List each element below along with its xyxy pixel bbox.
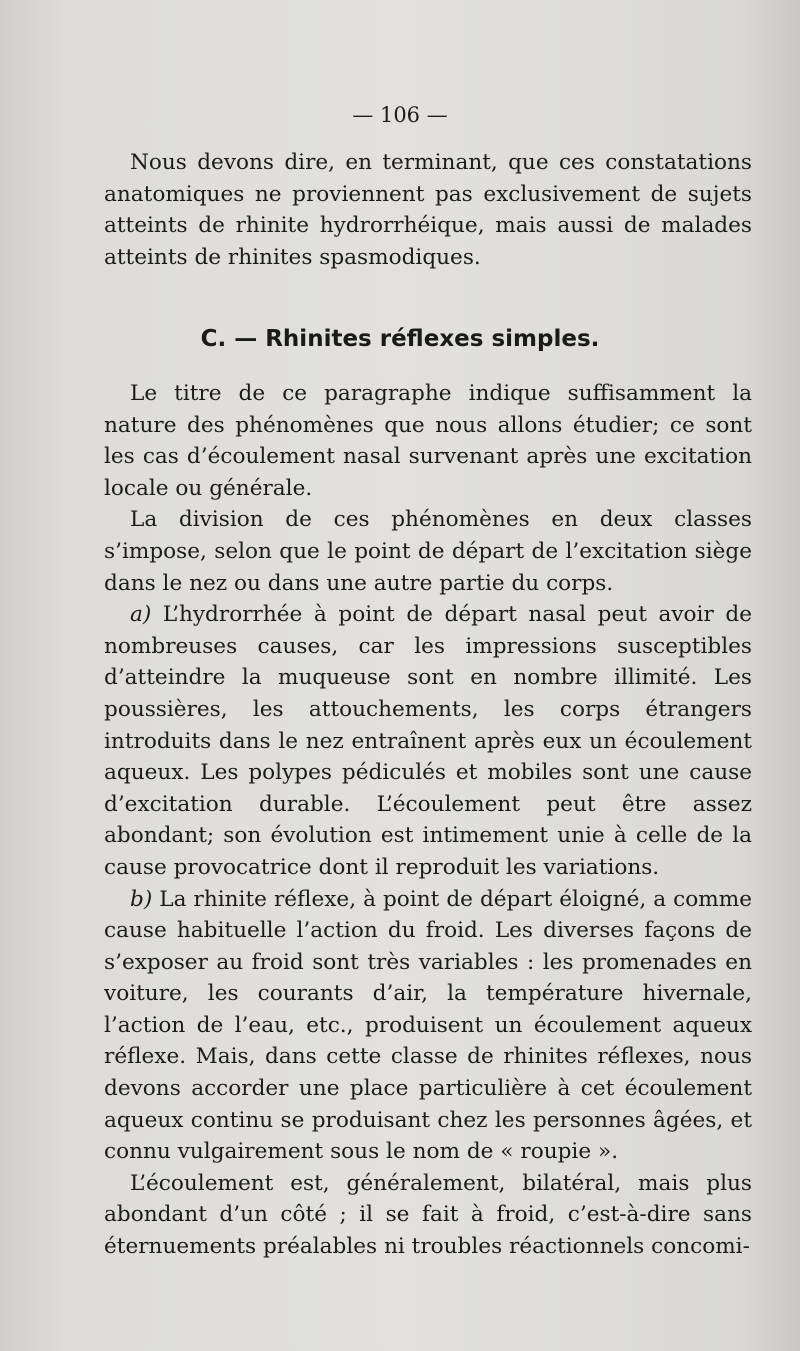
- item-b-text: La rhinite réflexe, à point de départ éloigné, a comme cause habituelle l’action du froid. Les diverses façons de s’exposer au froid sont très variables : les promenades en voiture, les courants d’air, la température hivernale, l’action de l’eau, etc., produisent un écoulement aqueux réflexe. Mais, dans cette classe de rhinites réflexes, nous devons accorder une place particulière à cet écoulement aqueux continu se produisant chez les personnes âgées, et connu vulgairement sous le nom de « roupie ».: [104, 886, 752, 1165]
- paragraph-item-a: [104, 599, 752, 883]
- intro-paragraph: Nous devons dire, en terminant, que ces constatations anatomiques ne proviennent pas exclusivement de sujets atteints de rhinite hydrorrhéique, mais aussi de malades atteints de rhinites spasmodiques.: [104, 150, 752, 270]
- intro-paragraph-block: [104, 147, 752, 273]
- body-text-block: [104, 378, 752, 1263]
- section-heading: C. — Rhinites réflexes simples.: [200, 326, 600, 352]
- item-b-letter: b): [130, 886, 153, 912]
- item-a-letter: a): [130, 602, 152, 628]
- paragraph-1: Le titre de ce paragraphe indique suffisamment la nature des phénomènes que nous allons étudier; ce sont les cas d’écoulement nasal survenant après une excitation locale ou générale.: [104, 381, 752, 501]
- paragraph-item-b: [104, 884, 752, 1168]
- page-number: — 106 —: [352, 103, 448, 127]
- paragraph-2: La division de ces phénomènes en deux classes s’impose, selon que le point de départ de l’excitation siège dans le nez ou dans une autre partie du corps.: [104, 507, 752, 596]
- item-a-text: L’hydrorrhée à point de départ nasal peut avoir de nombreuses causes, car les impressions susceptibles d’atteindre la muqueuse sont en nombre illimité. Les poussières, les attouchements, les corps étrangers introduits dans le nez entraînent après eux un écoulement aqueux. Les polypes pédiculés et mobiles sont une cause d’excitation durable. L’écoulement peut être assez abondant; son évolution est intimement unie à celle de la cause provocatrice dont il reproduit les variations.: [104, 602, 752, 880]
- paragraph-last: L’écoulement est, généralement, bilatéral, mais plus abondant d’un côté ; il se fait à froid, c’est-à-dire sans éternuements préalables ni troubles réactionnels concomi-: [104, 1170, 752, 1260]
